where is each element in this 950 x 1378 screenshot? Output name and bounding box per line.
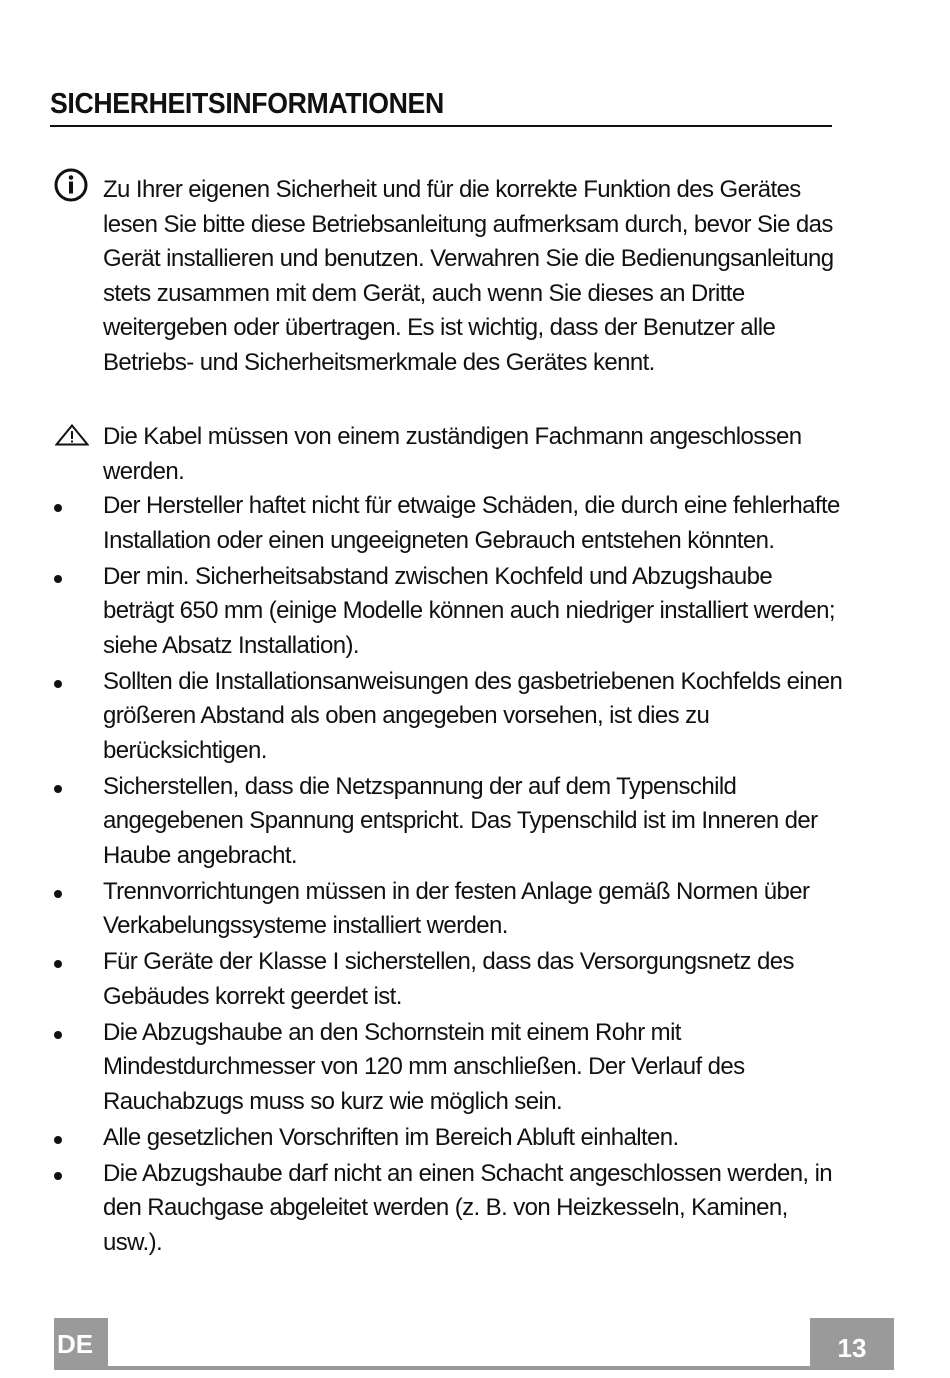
list-item <box>0 770 950 874</box>
intro-paragraph <box>103 173 893 380</box>
bullet-icon <box>54 575 62 583</box>
footer-divider <box>54 1366 894 1370</box>
warning-paragraph <box>103 420 893 489</box>
bullet-icon <box>54 960 62 968</box>
intro-line: Gerät installieren und benutzen. Verwahren Sie die Bedienungsanleitung <box>103 245 834 272</box>
list-item-line: Verkabelungssysteme installiert werden. <box>103 912 508 939</box>
list-item-line: Gebäudes korrekt geerdet ist. <box>103 982 402 1010</box>
list-item-line: Sicherstellen, dass die Netzspannung der auf dem Typenschild <box>103 772 737 800</box>
list-item <box>0 489 950 558</box>
list-item-line: Haube angebracht. <box>103 841 297 869</box>
list-item-line: Für Geräte der Klasse I sicherstellen, dass das Versorgungsnetz des <box>103 948 794 975</box>
warning-line: werden. <box>103 457 185 485</box>
bullet-icon <box>54 890 62 898</box>
list-item-line: Rauchabzugs muss so kurz wie möglich sein. <box>103 1087 563 1115</box>
bullet-icon <box>54 1031 62 1039</box>
list-item-line: siehe Absatz Installation). <box>103 631 359 659</box>
safety-bullet-list <box>0 489 950 1262</box>
warning-line: Die Kabel müssen von einem zuständigen Fachmann angeschlossen <box>103 423 802 450</box>
list-item-line: Mindestdurchmesser von 120 mm anschließen. Der Verlauf des <box>103 1053 745 1080</box>
list-item <box>0 560 950 664</box>
warning-triangle-icon <box>55 424 89 446</box>
info-circle-icon <box>54 168 88 202</box>
list-item-line: Alle gesetzlichen Vorschriften im Bereich Abluft einhalten. <box>103 1123 679 1151</box>
bullet-icon <box>54 785 62 793</box>
list-item-line: usw.). <box>103 1228 163 1256</box>
intro-line: Zu Ihrer eigenen Sicherheit und für die korrekte Funktion des Gerätes <box>103 176 801 203</box>
intro-line: weitergeben oder übertragen. Es ist wichtig, dass der Benutzer alle <box>103 314 776 341</box>
list-item-line: Sollten die Installationsanweisungen des gasbetriebenen Kochfelds einen <box>103 667 843 695</box>
bullet-icon <box>54 504 62 512</box>
list-item <box>0 945 950 1014</box>
page-number: 13 <box>810 1318 894 1370</box>
list-item-line: berücksichtigen. <box>103 736 267 764</box>
intro-line: Betriebs- und Sicherheitsmerkmale des Gerätes kennt. <box>103 348 655 376</box>
list-item-line: den Rauchgase abgeleitet werden (z. B. von Heizkesseln, Kaminen, <box>103 1194 788 1221</box>
bullet-icon <box>54 680 62 688</box>
list-item-line: Die Abzugshaube darf nicht an einen Schacht angeschlossen werden, in <box>103 1159 833 1187</box>
list-item-line: größeren Abstand als oben angegeben vorsehen, ist dies zu <box>103 702 710 729</box>
bullet-icon <box>54 1136 62 1144</box>
list-item <box>0 1121 950 1156</box>
bullet-icon <box>54 1172 62 1180</box>
list-item-line: angegebenen Spannung entspricht. Das Typenschild ist im Inneren der <box>103 807 818 834</box>
list-item <box>0 875 950 944</box>
list-item-line: Die Abzugshaube an den Schornstein mit einem Rohr mit <box>103 1018 681 1046</box>
section-title: SICHERHEITSINFORMATIONEN <box>50 88 832 127</box>
list-item-line: Trennvorrichtungen müssen in der festen Anlage gemäß Normen über <box>103 877 810 905</box>
list-item-line: Installation oder einen ungeeigneten Gebrauch entstehen könnten. <box>103 526 775 554</box>
list-item-line: Der min. Sicherheitsabstand zwischen Kochfeld und Abzugshaube <box>103 562 773 590</box>
intro-line: lesen Sie bitte diese Betriebsanleitung aufmerksam durch, bevor Sie das <box>103 210 833 238</box>
list-item <box>0 665 950 769</box>
list-item-line: Der Hersteller haftet nicht für etwaige Schäden, die durch eine fehlerhafte <box>103 492 840 519</box>
language-badge: DE <box>54 1318 108 1370</box>
intro-line: stets zusammen mit dem Gerät, auch wenn Sie dieses an Dritte <box>103 279 745 307</box>
list-item <box>0 1016 950 1120</box>
list-item-line: beträgt 650 mm (einige Modelle können auch niedriger installiert werden; <box>103 597 835 624</box>
list-item <box>0 1157 950 1261</box>
